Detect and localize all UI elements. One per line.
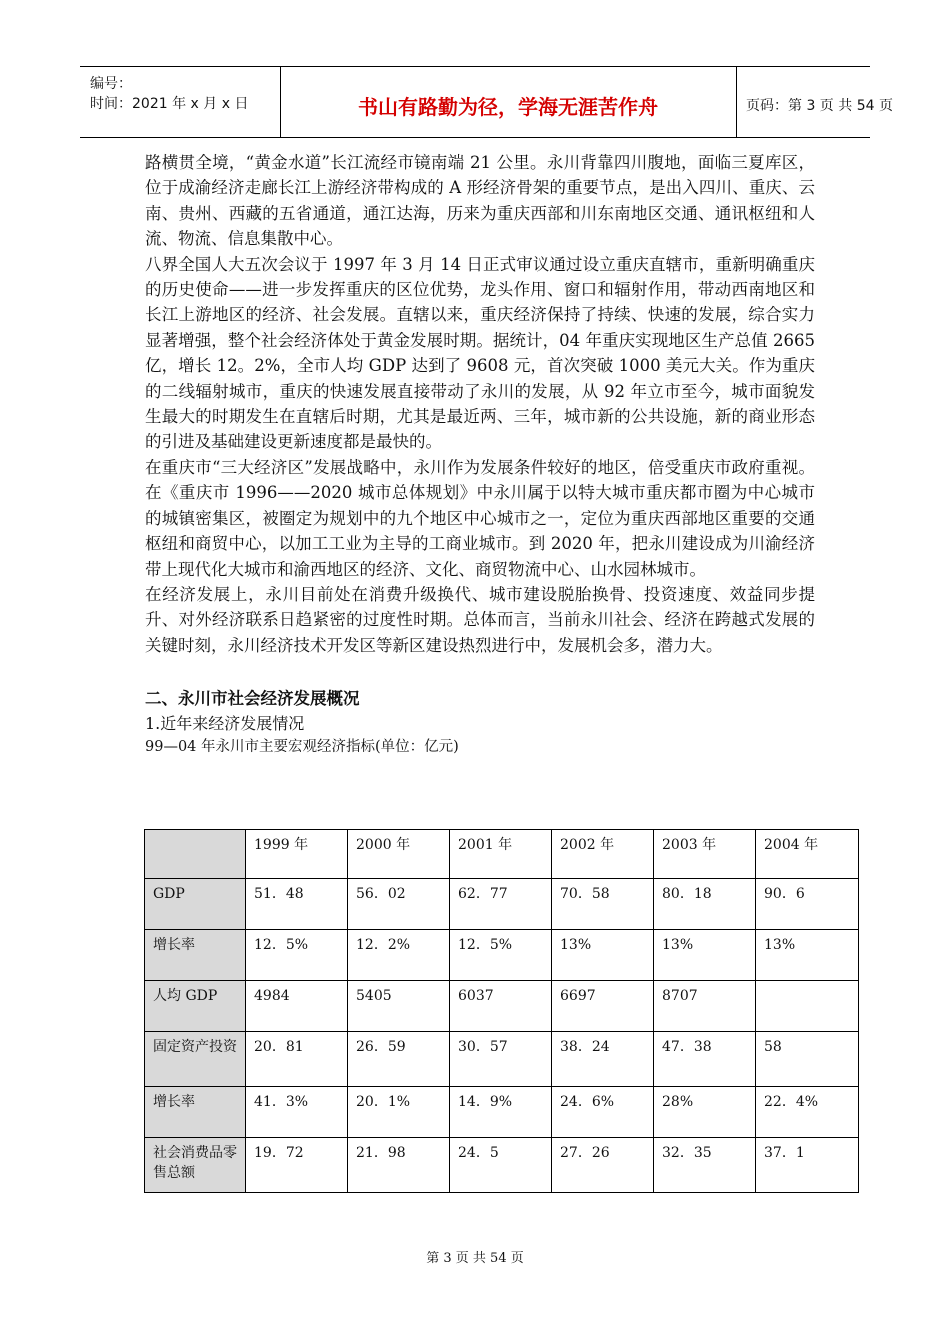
section-title: 二、永川市社会经济发展概况: [145, 689, 360, 709]
table-cell: 30．57: [450, 1032, 552, 1087]
table-cell: 6037: [450, 981, 552, 1032]
table-cell: [756, 981, 859, 1032]
paragraph: 路横贯全境，“黄金水道”长江流经市镜南端 21 公里。永川背靠四川腹地，面临三夏库区，位于成渝经济走廊长江上游经济带构成的 A 形经济骨架的重要节点，是出入四川、重庆、云南、贵州、西藏的五省通道，通江达海，历来为重庆西部和川东南地区交通、通讯枢纽和人流、物流、信息集散中心。: [145, 153, 815, 249]
document-body: [145, 150, 815, 758]
table-row: [145, 1087, 859, 1138]
economic-indicators-table: [144, 829, 859, 1193]
table-cell: 12．5%: [246, 930, 348, 981]
table-cell: 70．58: [552, 879, 654, 930]
header-page-cell: [736, 67, 893, 137]
table-cell: 14．9%: [450, 1087, 552, 1138]
table-header-cell: 1999 年: [246, 830, 348, 879]
document-date-label: 时间：2021 年 x 月 x 日: [90, 96, 249, 112]
table-cell: 24．6%: [552, 1087, 654, 1138]
table-header-cell: 2000 年: [348, 830, 450, 879]
table-caption: 99—04 年永川市主要宏观经济指标(单位：亿元): [145, 739, 459, 756]
table-row: [145, 879, 859, 930]
table-cell: 58: [756, 1032, 859, 1087]
header-page-number: 页码：第 3 页 共 54 页: [746, 98, 893, 114]
paragraph: 在重庆市“三大经济区”发展战略中，永川作为发展条件较好的地区，倍受重庆市政府重视。在《重庆市 1996——2020 城市总体规划》中永川属于以特大城市重庆都市圈为中心城市的城镇密集区，被圈定为规划中的九个地区中心城市之一，定位为重庆西部地区重要的交通枢纽和商贸中心，以加工工业为主导的工商业城市。到 2020 年，把永川建设成为川渝经济带上现代化大城市和渝西地区的经济、文化、商贸物流中心、山水园林城市。: [145, 457, 815, 579]
table-header-cell: 2003 年: [654, 830, 756, 879]
table-cell: 8707: [654, 981, 756, 1032]
page-header: [80, 66, 893, 138]
table-row-label: 固定资产投资: [145, 1032, 246, 1087]
table-cell: 20．1%: [348, 1087, 450, 1138]
table-cell: 47．38: [654, 1032, 756, 1087]
table-header-cell: 2001 年: [450, 830, 552, 879]
table-row-label: 社会消费品零售总额: [145, 1138, 246, 1193]
table-cell: 12．5%: [450, 930, 552, 981]
table-cell: 12．2%: [348, 930, 450, 981]
table-cell: 13%: [654, 930, 756, 981]
table-cell: 56．02: [348, 879, 450, 930]
table-cell: 80．18: [654, 879, 756, 930]
table-header-cell: 2002 年: [552, 830, 654, 879]
table-header-row: [145, 830, 859, 879]
table-cell: 4984: [246, 981, 348, 1032]
table-cell: 32．35: [654, 1138, 756, 1193]
table-cell: 37．1: [756, 1138, 859, 1193]
table-cell: 41．3%: [246, 1087, 348, 1138]
table-row-label: GDP: [145, 879, 246, 930]
subsection-title: 1.近年来经济发展情况: [145, 714, 305, 734]
table-cell: 6697: [552, 981, 654, 1032]
table-cell: 28%: [654, 1087, 756, 1138]
table-row: [145, 981, 859, 1032]
table-header-cell: [145, 830, 246, 879]
table-cell: 13%: [756, 930, 859, 981]
table-cell: 51．48: [246, 879, 348, 930]
table-cell: 38．24: [552, 1032, 654, 1087]
table-header-cell: 2004 年: [756, 830, 859, 879]
header-motto-cell: [280, 67, 737, 137]
table-cell: 19．72: [246, 1138, 348, 1193]
document-number-label: 编号：: [90, 76, 132, 92]
table-cell: 90．6: [756, 879, 859, 930]
table-cell: 5405: [348, 981, 450, 1032]
table-row-label: 增长率: [145, 1087, 246, 1138]
table-cell: 27．26: [552, 1138, 654, 1193]
table-cell: 24．5: [450, 1138, 552, 1193]
table-row: [145, 930, 859, 981]
paragraph: 在经济发展上，永川目前处在消费升级换代、城市建设脱胎换骨、投资速度、效益同步提升、对外经济联系日趋紧密的过度性时期。总体而言，当前永川社会、经济在跨越式发展的关键时刻，永川经济技术开发区等新区建设热烈进行中，发展机会多，潜力大。: [145, 584, 815, 655]
table-cell: 26．59: [348, 1032, 450, 1087]
table-cell: 20．81: [246, 1032, 348, 1087]
table-row: [145, 1032, 859, 1087]
table-cell: 21．98: [348, 1138, 450, 1193]
table-cell: 22．4%: [756, 1087, 859, 1138]
table-cell: 13%: [552, 930, 654, 981]
header-motto: 书山有路勤为径，学海无涯苦作舟: [358, 95, 658, 119]
table-row-label: 人均 GDP: [145, 981, 246, 1032]
header-meta-cell: [80, 67, 281, 137]
table-cell: 62．77: [450, 879, 552, 930]
paragraph: 八界全国人大五次会议于 1997 年 3 月 14 日正式审议通过设立重庆直辖市，重新明确重庆的历史使命——进一步发挥重庆的区位优势，龙头作用、窗口和辐射作用，带动西南地区和长江上游地区的经济、社会发展。直辖以来，重庆经济保持了持续、快速的发展，综合实力显著增强，整个社会经济体处于黄金发展时期。据统计，04 年重庆实现地区生产总值 2665 亿，增长 12。2%，全市人均 GDP 达到了 9608 元，首次突破 1000 美元大关。作为重庆的二线辐射城市，重庆的快速发展直接带动了永川的发展，从 92 年立市至今，城市面貌发生最大的时期发生在直辖后时期，尤其是最近两、三年，城市新的公共设施，新的商业形态的引进及基础建设更新速度都是最快的。: [145, 254, 815, 452]
table-row: [145, 1138, 859, 1193]
table-row-label: 增长率: [145, 930, 246, 981]
page-footer: 第 3 页 共 54 页: [426, 1251, 524, 1266]
